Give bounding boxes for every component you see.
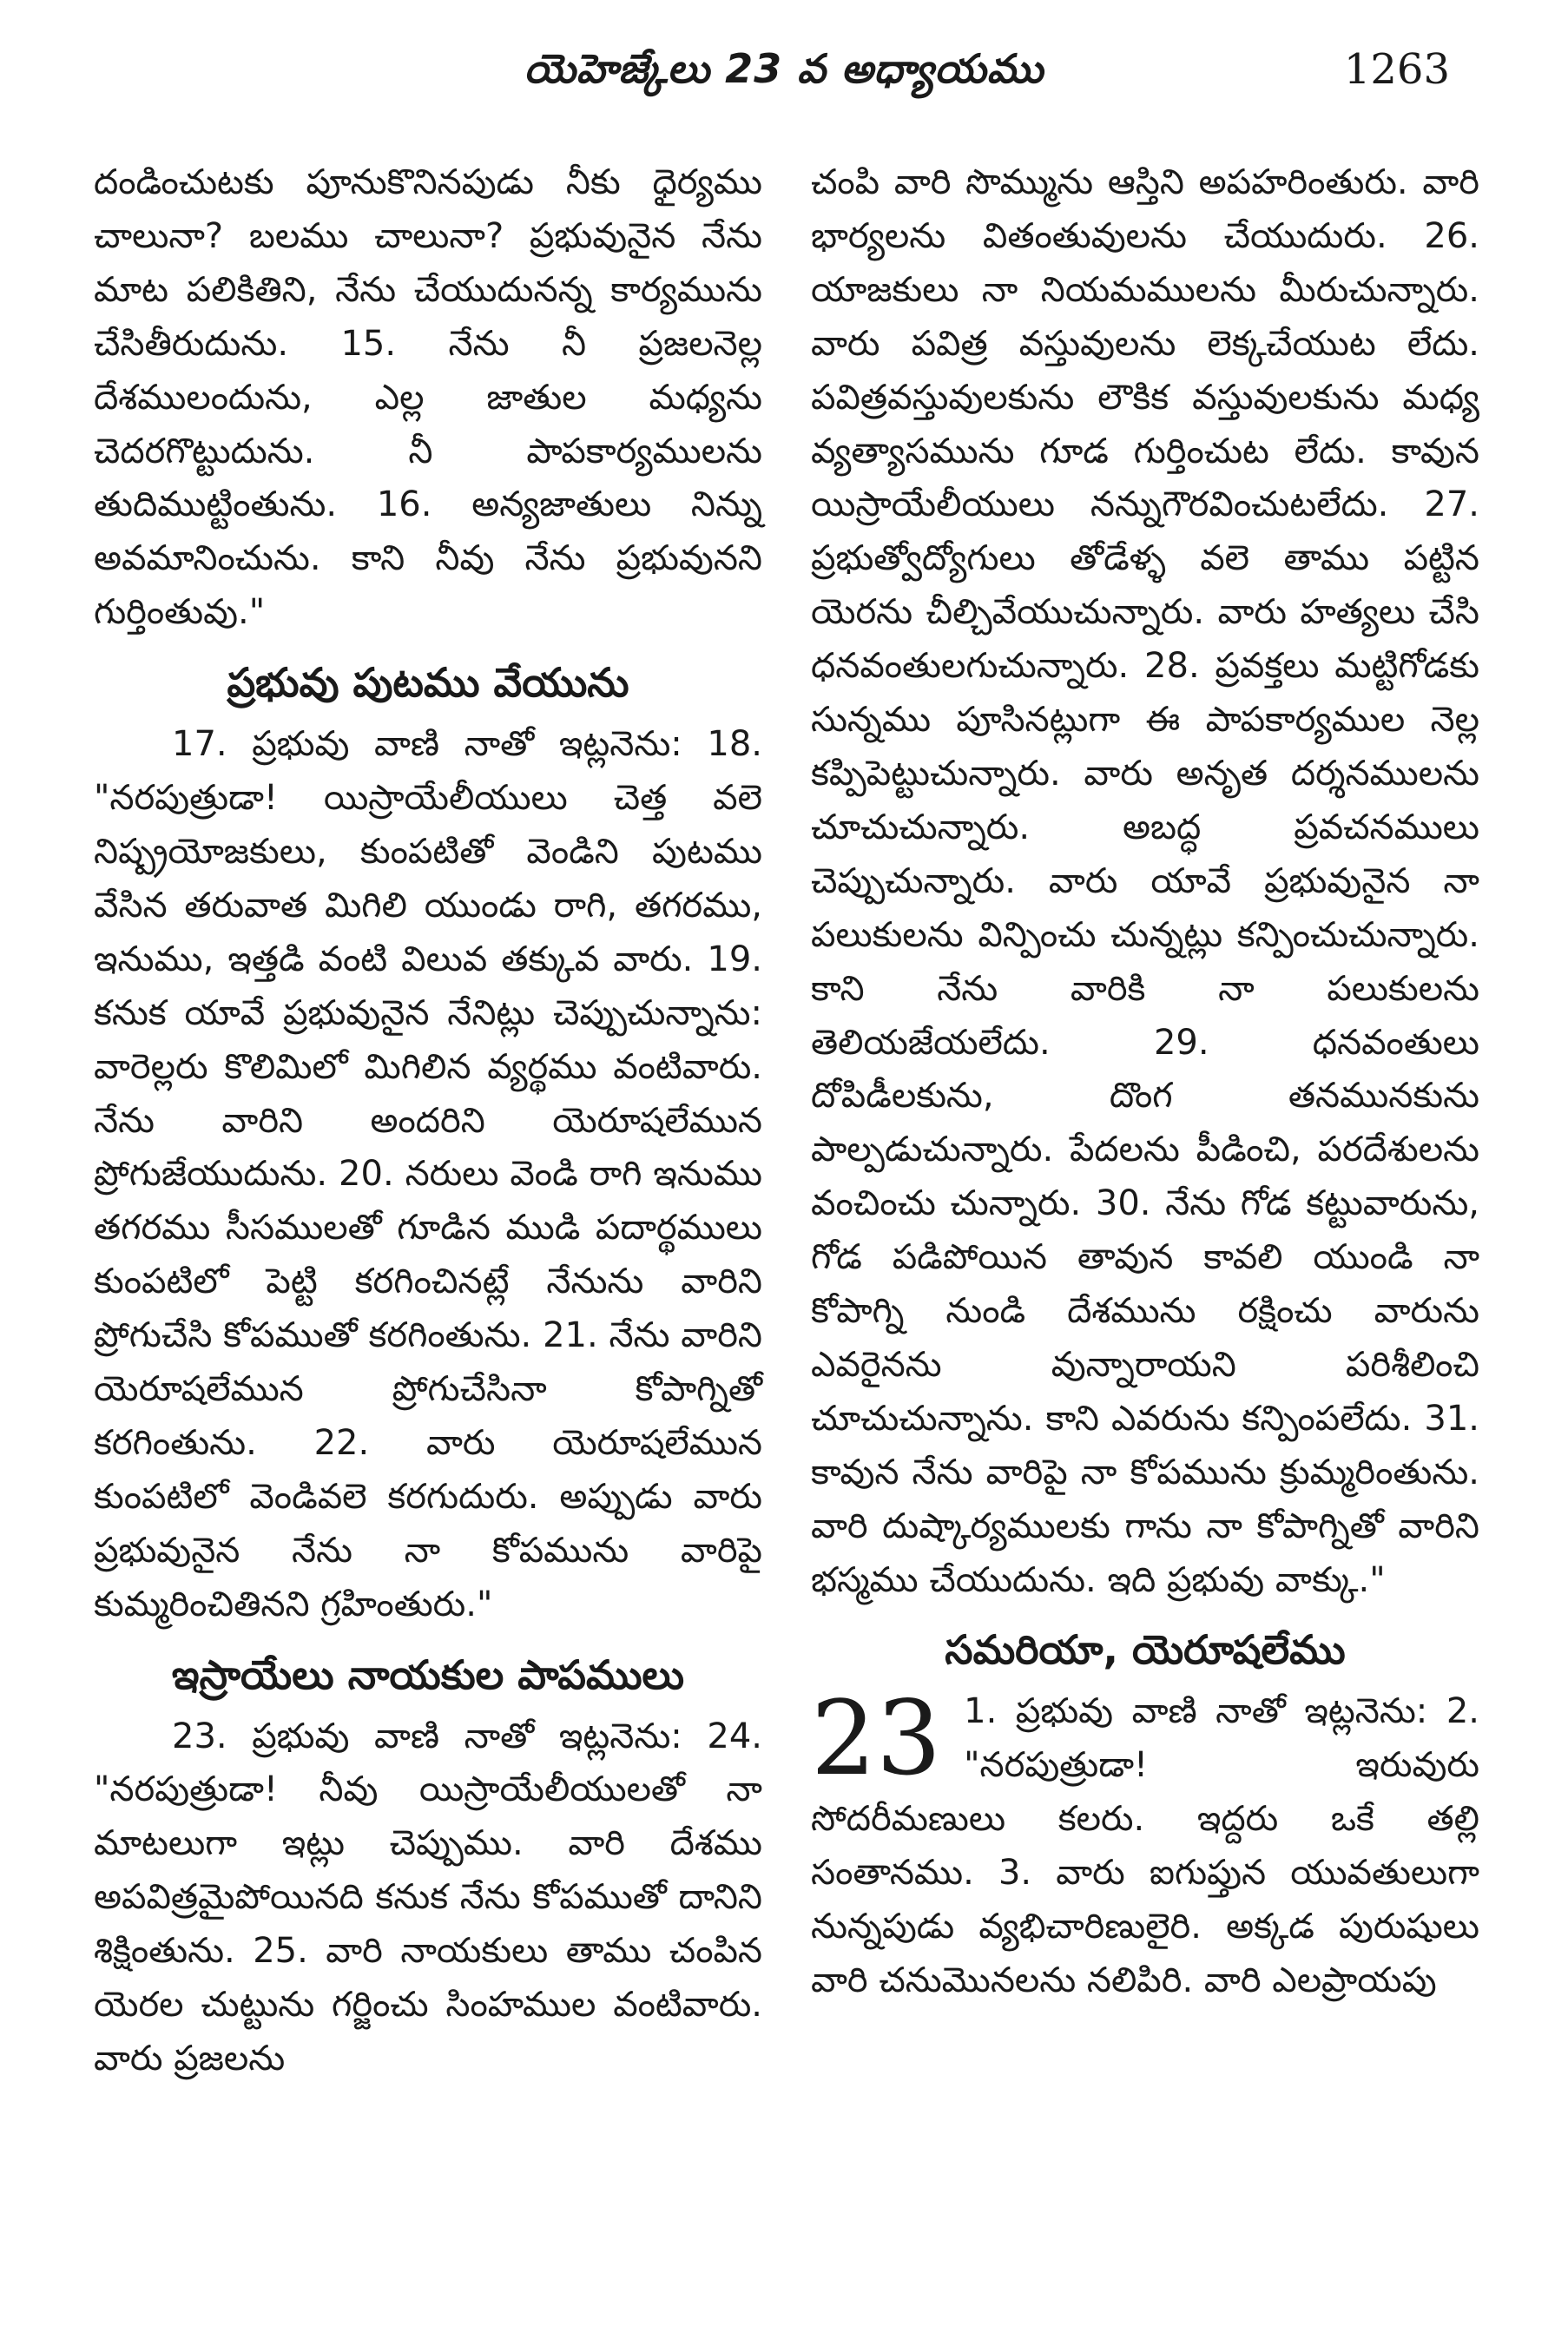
paragraph: 17. ప్రభువు వాణి నాతో ఇట్లనెను: 18. "నరపుత్రుడా! యిస్రాయేలీయులు చెత్త వలె నిష్ప్రయోజకులు, కుంపటితో వెండిని పుటము వేసిన తరువాత మిగిలి యుండు రాగి, తగరము, ఇనుము, ఇత్తడి వంటి విలువ తక్కువ వారు. 19. కనుక యావే ప్రభువునైన నేనిట్లు చెప్పుచున్నాను: వారెల్లరు కొలిమిలో మిగిలిన వ్యర్థము వంటివారు. నేను వారిని అందరిని యెరూషలేమున ప్రోగుజేయుదును. 20. నరులు వెండి రాగి ఇనుము తగరము సీసములతో గూడిన ముడి పదార్థములు కుంపటిలో పెట్టి కరగించినట్లే నేనును వారిని ప్రోగుచేసి కోపముతో కరగింతును. 21. నేను వారిని యెరూషలేమున ప్రోగుచేసినా కోపాగ్నితో కరగింతును. 22. వారు యెరూషలేమున కుంపటిలో వెండివలె కరగుదురు. అప్పుడు వారు ప్రభువునైన నేను నా కోపమును వారిపై కుమ్మరించితినని గ్రహింతురు." bbox=[94, 724, 762, 1624]
paragraph: చంపి వారి సొమ్మును ఆస్తిని అపహరింతురు. వారి భార్యలను వితంతువులను చేయుదురు. 26. యాజకులు నా నియమములను మీరుచున్నారు. వారు పవిత్ర వస్తువులను లెక్కచేయుట లేదు. పవిత్రవస్తువులకును లౌకిక వస్తువులకును మధ్య వ్యత్యాసమును గూడ గుర్తించుట లేదు. కావున యిస్రాయేలీయులు నన్నుగౌరవించుటలేదు. 27. ప్రభుత్వోద్యోగులు తోడేళ్ళ వలె తాము పట్టిన యెరను చీల్చివేయుచున్నారు. వారు హత్యలు చేసి ధనవంతులగుచున్నారు. 28. ప్రవక్తలు మట్టిగోడకు సున్నము పూసినట్లుగా ఈ పాపకార్యముల నెల్ల కప్పిపెట్టుచున్నారు. వారు అనృత దర్శనములను చూచుచున్నారు. అబద్ధ ప్రవచనములు చెప్పుచున్నారు. వారు యావే ప్రభువునైన నా పలుకులను విన్పించు చున్నట్లు కన్పించుచున్నారు. కాని నేను వారికి నా పలుకులను తెలియజేయలేదు. 29. ధనవంతులు దోపిడీలకును, దొంగ తనమునకును పాల్పడుచున్నారు. పేదలను పీడించి, పరదేశులను వంచించు చున్నారు. 30. నేను గోడ కట్టువారును, గోడ పడిపోయిన తావున కావలి యుండి నా కోపాగ్ని నుండి దేశమును రక్షించు వారును ఎవరైనను వున్నారాయని పరిశీలించి చూచుచున్నాను. కాని ఎవరును కన్పింపలేదు. 31. కావున నేను వారిపై నా కోపమును క్రుమ్మరింతును. వారి దుష్కార్యములకు గాను నా కోపాగ్నితో వారిని భస్మము చేయుదును. ఇది ప్రభువు వాక్కు." bbox=[811, 162, 1479, 1600]
chapter-block bbox=[811, 1678, 1479, 2007]
right-column bbox=[811, 156, 1479, 2008]
paragraph: 1. ప్రభువు వాణి నాతో ఇట్లనెను: 2. "నరపుత్రుడా! ఇరువురు సోదరీమణులు కలరు. ఇద్దరు ఒకే తల్లి సంతానము. 3. వారు ఐగుప్తున యువతులుగా నున్నపుడు వ్యభిచారిణులైరి. అక్కడ పురుషులు వారి చనుమొనలను నలిపిరి. వారి ఎలప్రాయపు bbox=[811, 1691, 1479, 2000]
page-number: 1263 bbox=[1343, 45, 1450, 94]
section-heading: ప్రభువు పుటము వేయును bbox=[227, 659, 629, 707]
section-heading: ఇస్రాయేలు నాయకుల పాపములు bbox=[171, 1650, 685, 1698]
section-heading: సమరియా, యెరూషలేము bbox=[945, 1626, 1346, 1674]
left-column bbox=[94, 156, 762, 2086]
chapter-number: 23 bbox=[811, 1678, 942, 1799]
paragraph: 23. ప్రభువు వాణి నాతో ఇట్లనెను: 24. "నరపుత్రుడా! నీవు యిస్రాయేలీయులతో నా మాటలుగా ఇట్లు చెప్పుము. వారి దేశము అపవిత్రమైపోయినది కనుక నేను కోపముతో దానిని శిక్షింతును. 25. వారి నాయకులు తాము చంపిన యెరల చుట్టును గర్జించు సింహముల వంటివారు. వారు ప్రజలను bbox=[94, 1716, 762, 2079]
paragraph: దండించుటకు పూనుకొనినపుడు నీకు ధైర్యము చాలునా? బలము చాలునా? ప్రభువునైన నేను మాట పలికితిని, నేను చేయుదునన్న కార్యమును చేసితీరుదును. 15. నేను నీ ప్రజలనెల్ల దేశములందును, ఎల్ల జాతుల మధ్యను చెదరగొట్టుదును. నీ పాపకార్యములను తుదిముట్టింతును. 16. అన్యజాతులు నిన్ను అవమానించును. కాని నీవు నేను ప్రభువునని గుర్తింతువు." bbox=[94, 162, 762, 633]
page-header bbox=[0, 0, 1568, 139]
running-title: యెహెజ్కేలు 23 వ అధ్యాయము bbox=[524, 45, 1044, 92]
